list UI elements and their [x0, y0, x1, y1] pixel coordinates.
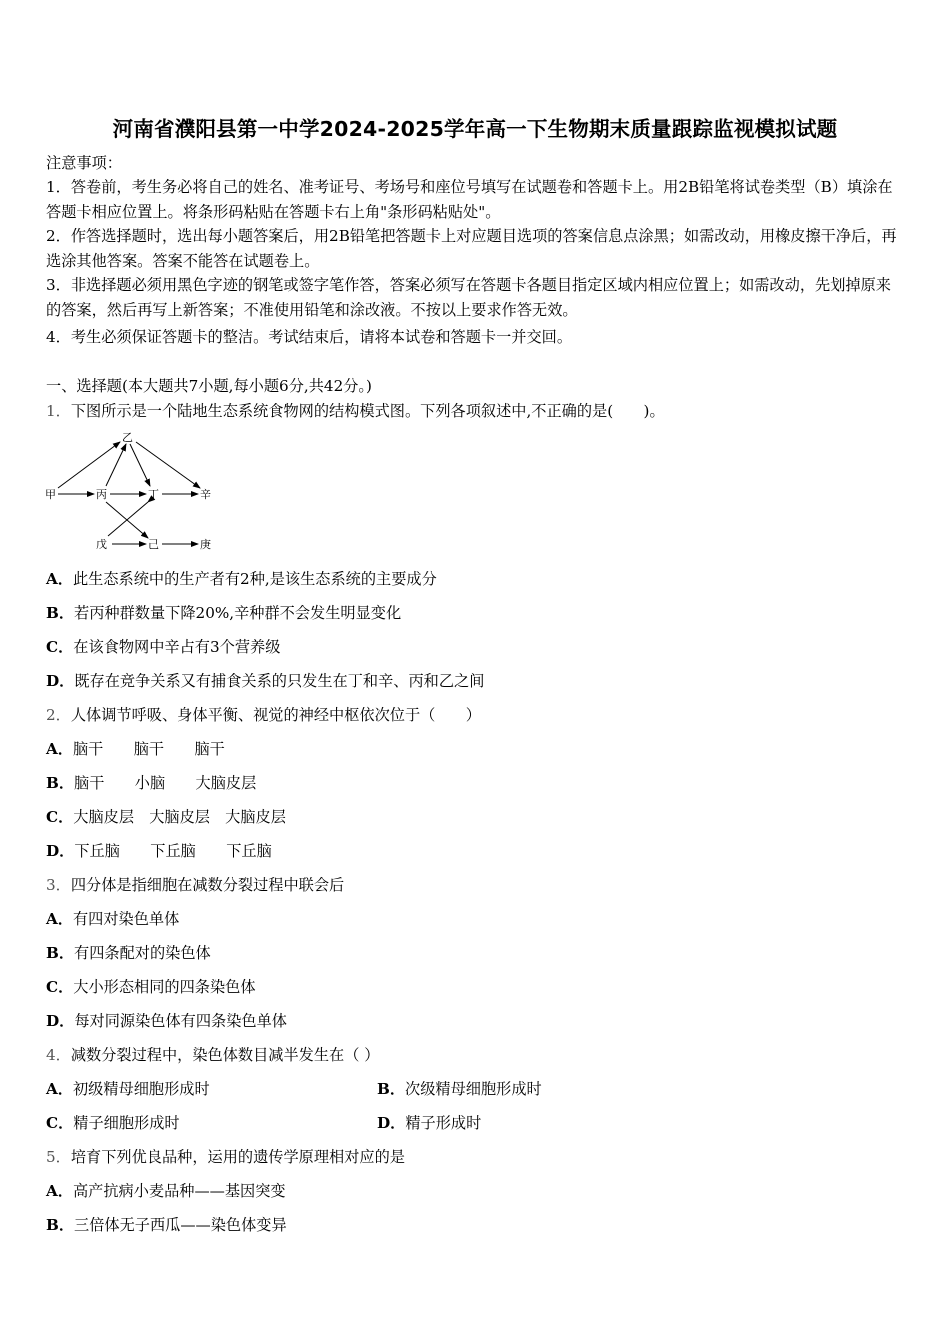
node-yi: 乙	[122, 431, 133, 444]
q1-option-d: D．既存在竞争关系又有捕食关系的只发生在丁和辛、丙和乙之间	[46, 672, 485, 690]
notice-item-4: 4．考生必须保证答题卡的整洁。考试结束后，请将本试卷和答题卡一并交回。	[46, 328, 573, 346]
node-jia: 甲	[45, 488, 56, 501]
edge-ji-bing	[108, 502, 148, 536]
question-2: 2．人体调节呼吸、身体平衡、视觉的神经中枢依次位于（ ）	[46, 706, 481, 724]
notice-heading: 注意事项：	[46, 154, 122, 172]
question-stem: 下图所示是一个陆地生态系统食物网的结构模式图。下列各项叙述中,不正确的是( )。	[70, 402, 665, 420]
q5-option-a: A．高产抗病小麦品种——基因突变	[46, 1182, 286, 1200]
question-number: 1．	[46, 402, 71, 420]
q2-option-a: A．脑干 脑干 脑干	[46, 740, 225, 758]
q4-option-d: D．精子形成时	[377, 1114, 482, 1132]
edge-yi-xin	[136, 442, 200, 488]
question-4: 4．减数分裂过程中，染色体数目减半发生在（ ）	[46, 1046, 380, 1064]
q1-option-c: C．在该食物网中辛占有3个营养级	[46, 638, 281, 656]
notice-item-3: 3．非选择题必须用黑色字迹的钢笔或签字笔作答，答案必须写在答题卡各题目指定区域内相应位置上；如需改动，先划掉原来的答案，然后再写上新答案；不准使用铅笔和涂改液。不按以上要求作答无效。	[46, 276, 891, 319]
q2-option-d: D．下丘脑 下丘脑 下丘脑	[46, 842, 272, 860]
q3-option-b: B．有四条配对的染色体	[46, 944, 211, 962]
q5-option-b: B．三倍体无子西瓜——染色体变异	[46, 1216, 287, 1234]
node-geng: 庚	[200, 538, 211, 551]
question-3: 3．四分体是指细胞在减数分裂过程中联会后	[46, 876, 345, 894]
notice-item-2: 2．作答选择题时，选出每小题答案后，用2B铅笔把答题卡上对应题目选项的答案信息点涂黑；如需改动，用橡皮擦干净后，再选涂其他答案。答案不能答在试题卷上。	[46, 227, 897, 270]
q3-option-c: C．大小形态相同的四条染色体	[46, 978, 256, 996]
node-ji: 己	[148, 538, 159, 551]
edge-jia-yi	[58, 442, 120, 488]
node-wu: 戊	[96, 538, 107, 551]
q3-option-d: D．每对同源染色体有四条染色单体	[46, 1012, 287, 1030]
q1-option-a: A．此生态系统中的生产者有2种,是该生态系统的主要成分	[46, 570, 437, 588]
page-title: 河南省濮阳县第一中学2024-2025学年高一下生物期末质量跟踪监视模拟试题	[112, 117, 838, 141]
node-ding: 丁	[148, 488, 159, 501]
q1-option-b: B．若丙种群数量下降20%,辛种群不会发生明显变化	[46, 604, 402, 622]
question-1	[46, 401, 665, 421]
notice-item-1: 1．答卷前，考生务必将自己的姓名、准考证号、考场号和座位号填写在试题卷和答题卡上。用2B铅笔将试卷类型（B）填涂在答题卡相应位置上。将条形码粘贴在答题卡右上角"条形码粘贴处"。	[46, 178, 893, 221]
q2-option-c: C．大脑皮层 大脑皮层 大脑皮层	[46, 808, 286, 826]
q2-option-b: B．脑干 小脑 大脑皮层	[46, 774, 257, 792]
question-5: 5．培育下列优良品种，运用的遗传学原理相对应的是	[46, 1148, 405, 1166]
q3-option-a: A．有四对染色单体	[46, 910, 180, 928]
food-web-diagram	[40, 426, 230, 556]
q4-option-a: A．初级精母细胞形成时	[46, 1080, 210, 1098]
section-heading: 一、选择题(本大题共7小题,每小题6分,共42分。)	[46, 377, 372, 395]
q4-option-c: C．精子细胞形成时	[46, 1114, 180, 1132]
node-xin: 辛	[200, 488, 211, 501]
q4-option-b: B．次级精母细胞形成时	[377, 1080, 542, 1098]
node-bing: 丙	[96, 488, 107, 501]
